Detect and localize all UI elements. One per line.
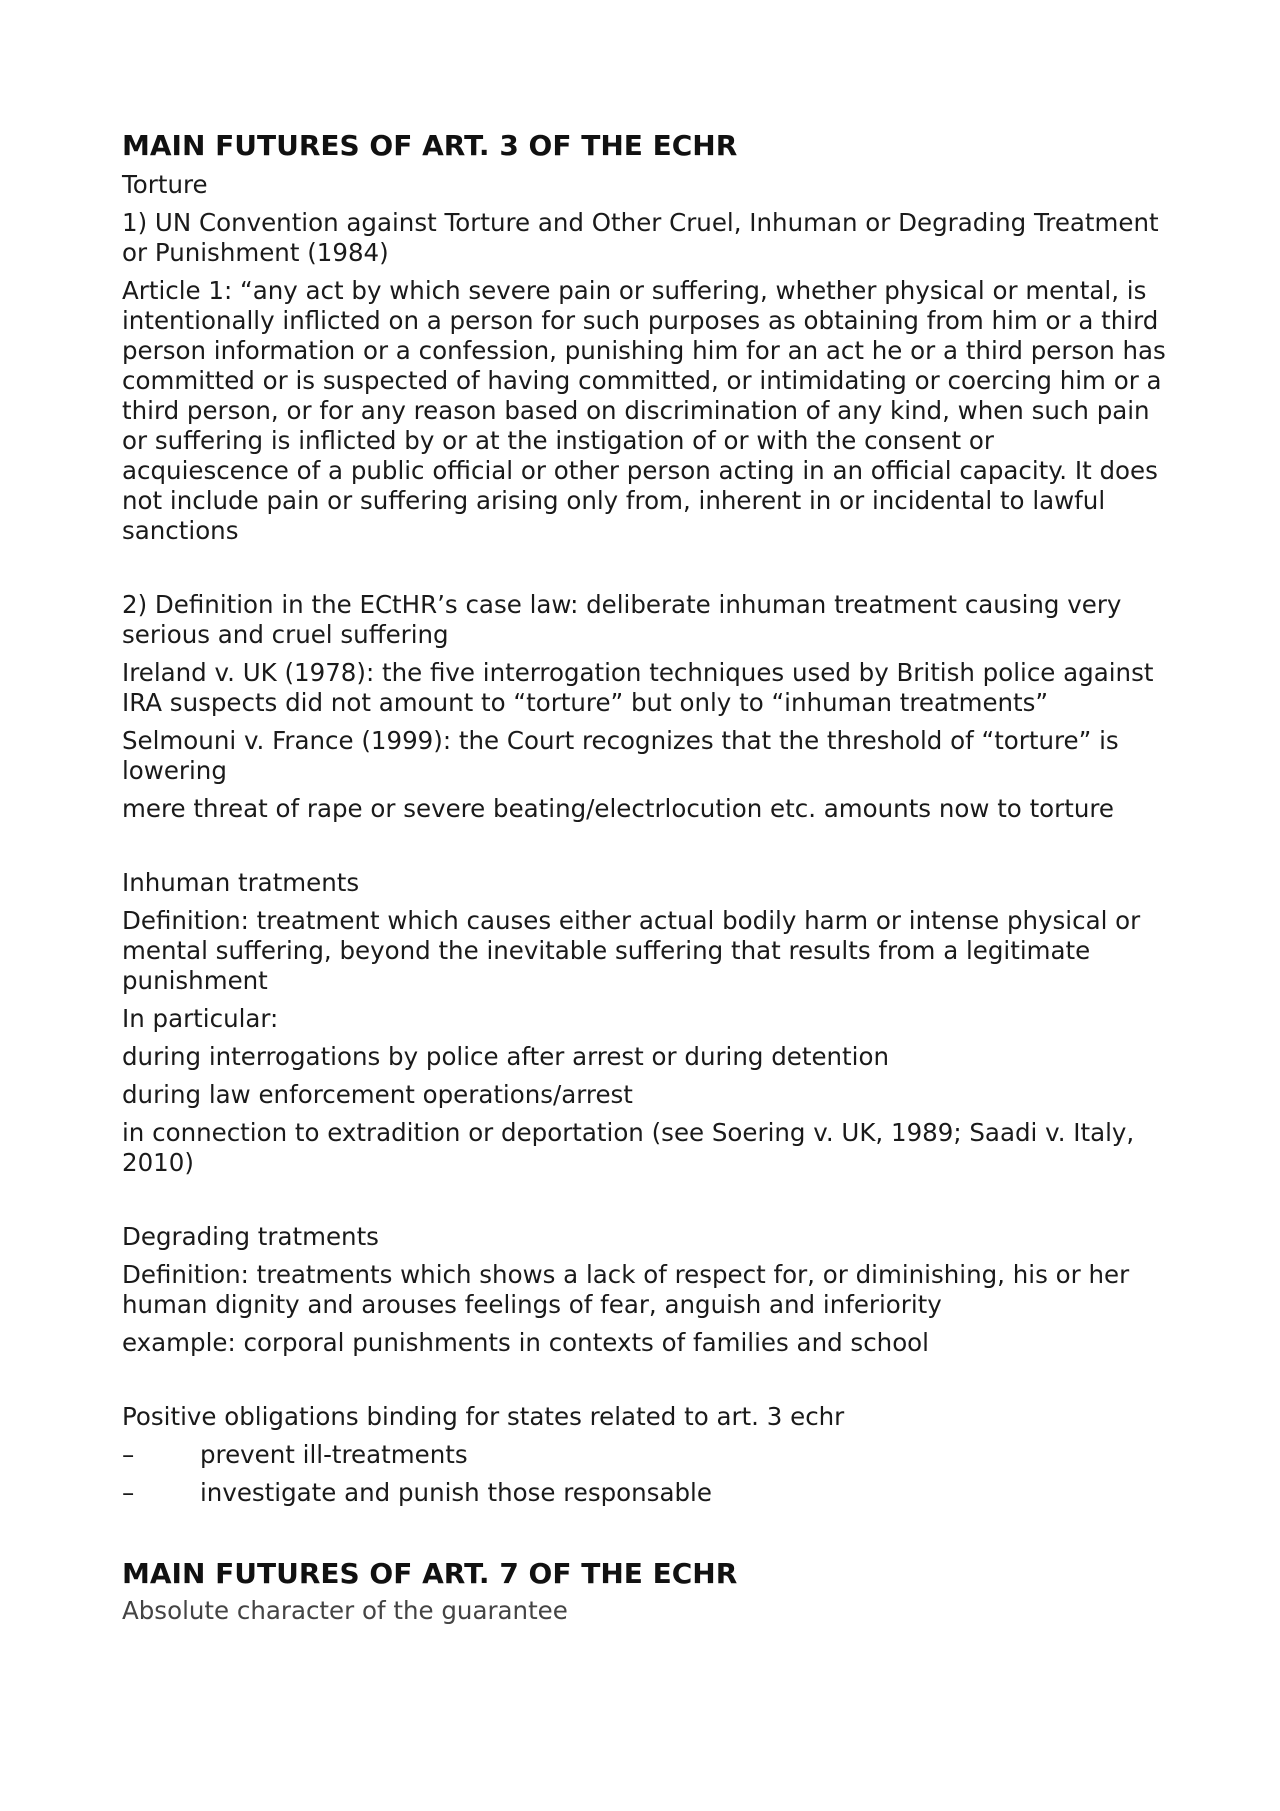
degrading-example: example: corporal punishments in contexts of families and school [122, 1328, 929, 1357]
section-heading-art7: MAIN FUTURES OF ART. 7 OF THE ECHR [122, 1557, 738, 1590]
torture-label: Torture [122, 170, 208, 199]
degrading-definition: Definition: treatments which shows a lack of respect for, or diminishing, his or her human dignity and arouses feelings of fear, anguish and inferiority [122, 1260, 1130, 1319]
ireland-case-paragraph: Ireland v. UK (1978): the five interrogation techniques used by British police against IRA suspects did not amount to “torture” but only to “inhuman treatments” [122, 658, 1154, 717]
ecthr-definition-paragraph: 2) Definition in the ECtHR’s case law: deliberate inhuman treatment causing very serious and cruel suffering [122, 590, 1122, 649]
spacer [122, 1178, 1168, 1222]
un-convention-paragraph: 1) UN Convention against Torture and Other Cruel, Inhuman or Degrading Treatment or Punishment (1984) [122, 208, 1159, 267]
threat-note-paragraph: mere threat of rape or severe beating/electrlocution etc. amounts now to torture [122, 794, 1114, 823]
article1-paragraph: Article 1: “any act by which severe pain or suffering, whether physical or mental, is intentionally inflicted on a person for such purposes as obtaining from him or a third person information or a confession, punishing him for an act he or a third person has committed or is suspected of having committed, or intimidating or coercing him or a third person, or for any reason based on discrimination of any kind, when such pain or suffering is inflicted by or at the instigation of or with the consent or acquiescence of a public official or other person acting in an official capacity. It does not include pain or suffering arising only from, inherent in or incidental to lawful sanctions [122, 276, 1166, 545]
spacer [122, 546, 1168, 590]
selmouni-case-paragraph: Selmouni v. France (1999): the Court recognizes that the threshold of “torture” is lowering [122, 726, 1119, 785]
dash-bullet: – [122, 1440, 135, 1469]
positive-obligations-label: Positive obligations binding for states related to art. 3 echr [122, 1402, 845, 1431]
in-particular-label: In particular: [122, 1004, 279, 1033]
list-item: during law enforcement operations/arrest [122, 1080, 633, 1109]
list-item: during interrogations by police after arrest or during detention [122, 1042, 889, 1071]
section-heading-art3: MAIN FUTURES OF ART. 3 OF THE ECHR [122, 129, 738, 162]
spacer [122, 824, 1168, 868]
list-item: in connection to extradition or deportation (see Soering v. UK, 1989; Saadi v. Italy, 2010) [122, 1118, 1135, 1177]
degrading-label: Degrading tratments [122, 1222, 379, 1251]
spacer [122, 1508, 1168, 1556]
bullet-text: prevent ill-treatments [200, 1440, 468, 1469]
bullet-item [122, 1478, 1168, 1508]
spacer [122, 1358, 1168, 1402]
inhuman-definition: Definition: treatment which causes either actual bodily harm or intense physical or mental suffering, beyond the inevitable suffering that results from a legitimate punishment [122, 906, 1141, 995]
inhuman-label: Inhuman tratments [122, 868, 360, 897]
section-subtitle: Absolute character of the guarantee [122, 1596, 568, 1625]
document-page [122, 128, 1168, 1626]
bullet-item [122, 1440, 1168, 1470]
bullet-text: investigate and punish those responsable [200, 1478, 712, 1507]
dash-bullet: – [122, 1478, 135, 1507]
